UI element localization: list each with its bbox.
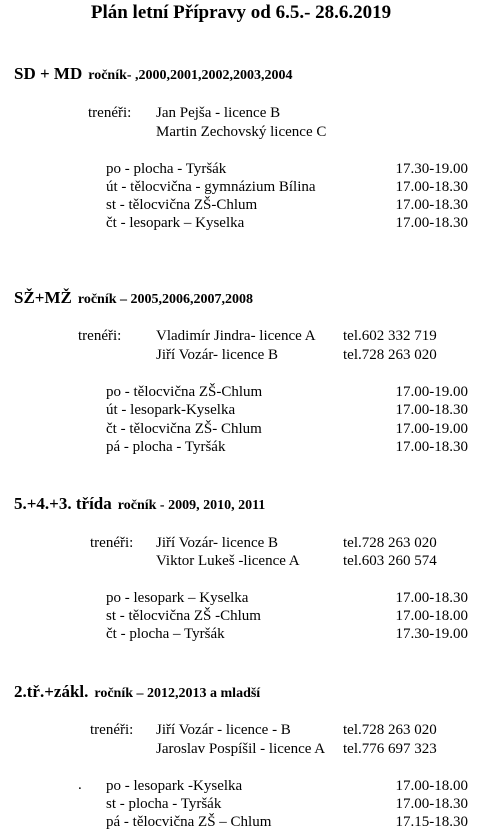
section-heading (14, 682, 260, 702)
session-text: čt - plocha – Tyršák (106, 626, 225, 642)
trainer-phone: tel.728 263 020 (343, 722, 437, 738)
trainers-label: trenéři: (78, 328, 122, 344)
list-bullet: . (78, 777, 82, 793)
section-heading (14, 494, 265, 514)
session-text: út - tělocvična - gymnázium Bílina (106, 179, 316, 195)
page-title: Plán letní Přípravy od 6.5.- 28.6.2019 (90, 2, 392, 23)
trainer-name: Jiří Vozár- licence B (156, 535, 279, 551)
session-time: 17.00-18.30 (395, 796, 468, 812)
trainer-phone: tel.776 697 323 (343, 741, 437, 757)
session-time: 17.00-18.30 (395, 402, 468, 418)
trainer-phone: tel.728 263 020 (343, 535, 437, 551)
session-text: po - lesopark -Kyselka (106, 778, 243, 794)
trainers-label: trenéři: (90, 722, 134, 738)
trainer-phone: tel.728 263 020 (343, 347, 437, 363)
session-time: 17.15-18.30 (395, 814, 468, 830)
session-text: čt - lesopark – Kyselka (106, 215, 245, 231)
group-name: 5.+4.+3. třída (14, 494, 112, 513)
session-text: po - plocha - Tyršák (106, 161, 227, 177)
trainer-name: Jan Pejša - licence B (156, 105, 281, 121)
session-time: 17.00-18.00 (395, 778, 468, 794)
trainer-name: Jiří Vozár- licence B (156, 347, 279, 363)
session-time: 17.00-19.00 (395, 421, 468, 437)
trainer-phone: tel.602 332 719 (343, 328, 437, 344)
session-time: 17.30-19.00 (395, 626, 468, 642)
session-text: pá - plocha - Tyršák (106, 439, 226, 455)
section-heading (14, 288, 253, 308)
group-years: ročník - 2009, 2010, 2011 (117, 498, 266, 513)
trainers-label: trenéři: (90, 535, 134, 551)
session-text: po - tělocvična ZŠ-Chlum (106, 384, 263, 400)
group-name: SŽ+MŽ (14, 288, 72, 307)
trainer-name: Viktor Lukeš -licence A (156, 553, 300, 569)
session-time: 17.00-18.30 (395, 590, 468, 606)
trainers-label: trenéři: (88, 105, 132, 121)
session-time: 17.00-18.30 (395, 197, 468, 213)
session-text: st - tělocvična ZŠ-Chlum (106, 197, 258, 213)
session-text: st - plocha - Tyršák (106, 796, 222, 812)
session-text: čt - tělocvična ZŠ- Chlum (106, 421, 262, 437)
trainer-name: Jaroslav Pospíšil - licence A (156, 741, 326, 757)
session-time: 17.00-18.30 (395, 439, 468, 455)
trainer-name: Vladimír Jindra- licence A (156, 328, 316, 344)
group-years: ročník- ,2000,2001,2002,2003,2004 (88, 68, 293, 83)
session-text: út - lesopark-Kyselka (106, 402, 236, 418)
session-text: pá - tělocvična ZŠ – Chlum (106, 814, 272, 830)
session-time: 17.00-18.00 (395, 608, 468, 624)
group-name: 2.tř.+zákl. (14, 682, 89, 701)
session-time: 17.30-19.00 (395, 161, 468, 177)
session-text: st - tělocvična ZŠ -Chlum (106, 608, 261, 624)
trainer-phone: tel.603 260 574 (343, 553, 437, 569)
group-name: SD + MD (14, 64, 83, 83)
session-time: 17.00-18.30 (395, 215, 468, 231)
section-heading (14, 64, 293, 84)
trainer-name: Jiří Vozár - licence - B (156, 722, 291, 738)
session-time: 17.00-19.00 (395, 384, 468, 400)
group-years: ročník – 2012,2013 a mladší (94, 686, 261, 701)
session-time: 17.00-18.30 (395, 179, 468, 195)
trainer-name: Martin Zechovský licence C (156, 124, 327, 140)
session-text: po - lesopark – Kyselka (106, 590, 249, 606)
group-years: ročník – 2005,2006,2007,2008 (77, 292, 254, 307)
